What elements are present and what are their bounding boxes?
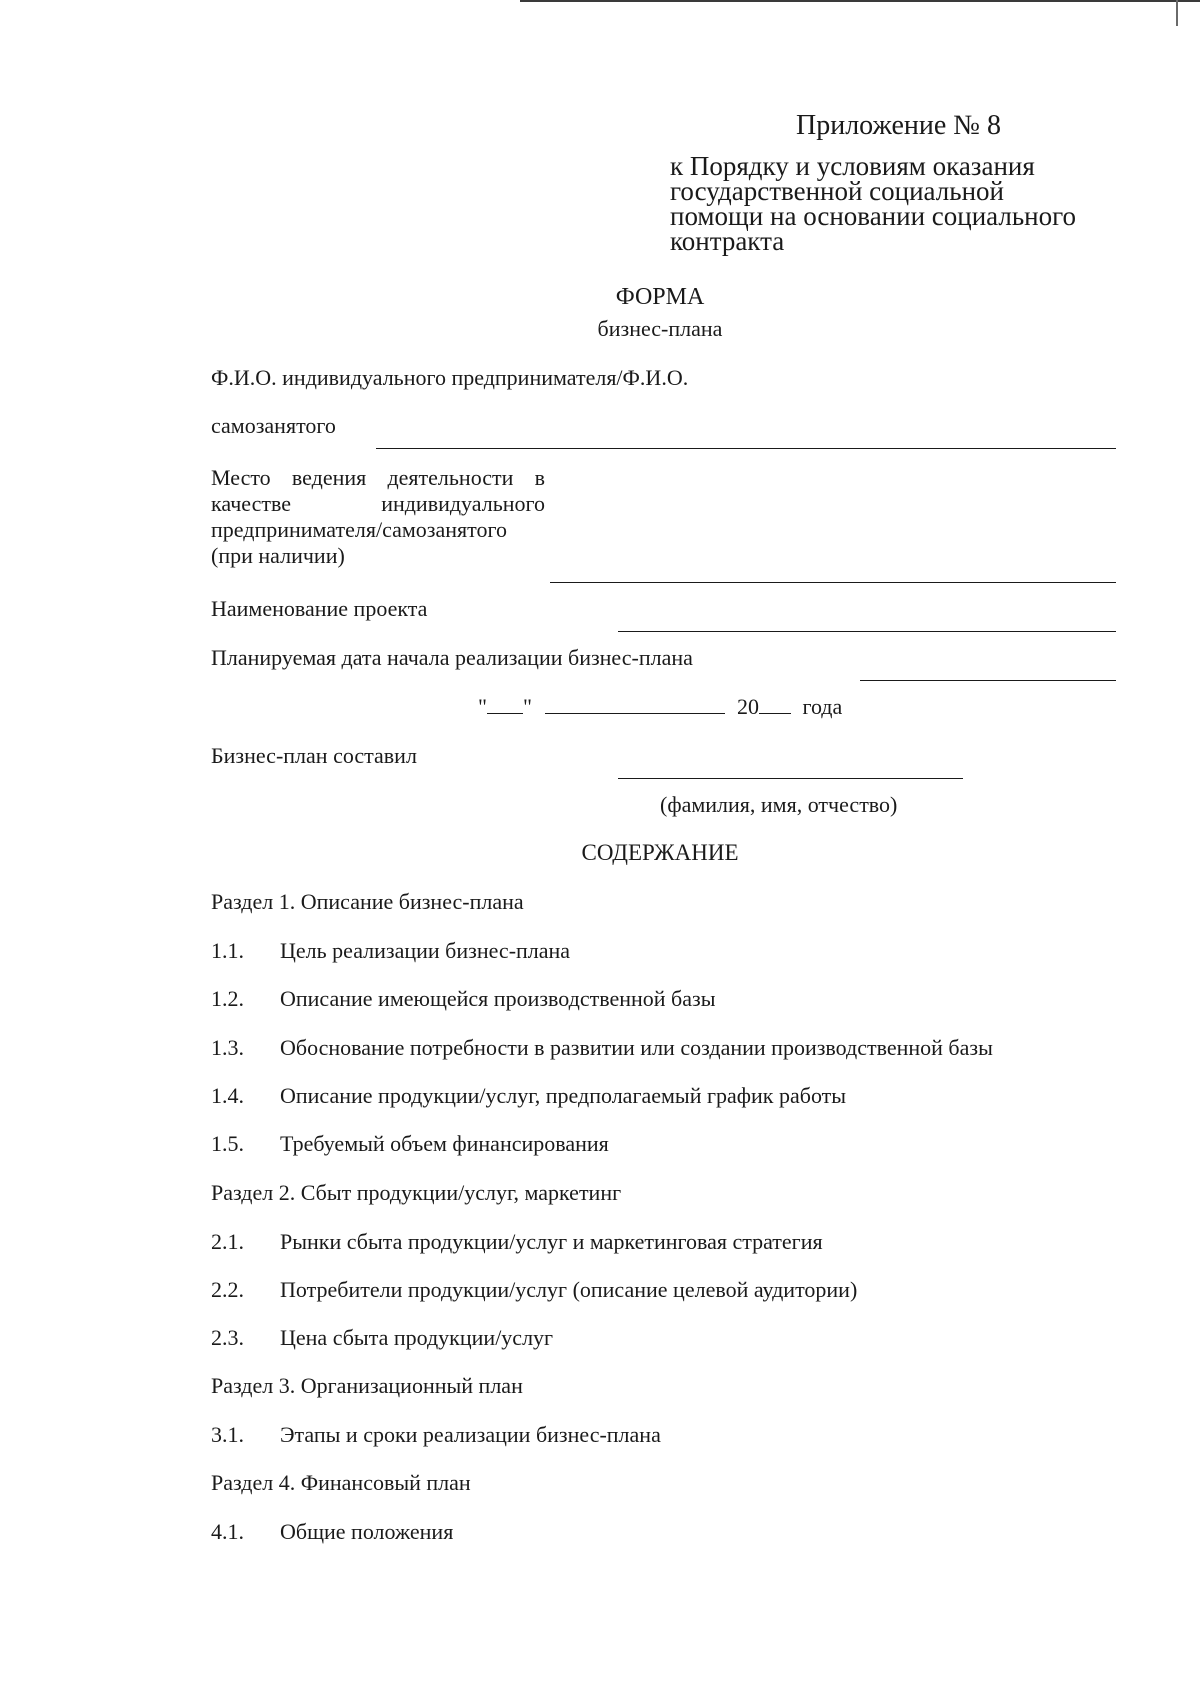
toc-text: Этапы и сроки реализации бизнес-плана [280,1422,661,1447]
toc-text: Описание имеющейся производственной базы [280,986,716,1011]
toc-num: 1.4. [211,1083,244,1108]
toc-text: Описание продукции/услуг, предполагаемый график работы [280,1083,847,1108]
contents-title: СОДЕРЖАНИЕ [581,840,739,865]
toc-item [211,1422,661,1448]
scan-edge-mark [1176,0,1178,26]
toc-item [211,1325,553,1351]
toc-item [211,1131,609,1157]
toc-section [211,889,524,915]
toc-text: Раздел 1. Описание бизнес-плана [211,889,524,914]
toc-num: 4.1. [211,1519,244,1544]
appendix-line: государственной социальной [670,176,1004,206]
toc-text: Раздел 4. Финансовый план [211,1470,471,1495]
start-date-extra-field[interactable] [860,680,1116,681]
toc-text: Рынки сбыта продукции/услуг и маркетинговая стратегия [280,1229,823,1254]
toc-num: 1.2. [211,986,244,1011]
scan-edge-line [520,0,1200,2]
toc-text: Обоснование потребности в развитии или создании производственной базы [280,1035,993,1060]
fio-field[interactable] [376,448,1116,449]
toc-item [211,1229,823,1255]
toc-text: Общие положения [280,1519,454,1544]
start-date-label: Планируемая дата начала реализации бизнес-плана [211,645,693,670]
appendix-line: контракта [670,226,785,256]
appendix-line: помощи на основании социального [670,201,1077,231]
form-title: ФОРМА [615,284,705,310]
toc-text: Потребители продукции/услуг (описание целевой аудитории) [280,1277,858,1302]
toc-num: 2.2. [211,1277,244,1302]
appendix-header [670,110,1110,254]
toc-item [211,938,570,964]
toc-num: 1.1. [211,938,244,963]
toc-text: Цена сбыта продукции/услуг [280,1325,554,1350]
toc-num: 1.5. [211,1131,244,1156]
toc-item [211,1035,993,1061]
toc-text: Требуемый объем финансирования [280,1131,609,1156]
place-field[interactable] [550,582,1116,583]
author-label: Бизнес-план составил [211,743,417,768]
place-label-line: Место ведения деятельности в [211,465,545,490]
toc-num: 1.3. [211,1035,244,1060]
form-subtitle: бизнес-плана [597,316,723,341]
date-template [478,694,842,720]
toc-item [211,1277,857,1303]
toc-text: Раздел 2. Сбыт продукции/услуг, маркетинг [211,1180,622,1205]
project-name-label: Наименование проекта [211,596,428,621]
toc-item [211,1083,846,1109]
toc-item [211,1519,453,1545]
author-field[interactable] [618,778,963,779]
date-quote-open: " [478,694,487,719]
appendix-line: к Порядку и условиям оказания [670,151,1035,181]
toc-num: 2.1. [211,1229,244,1254]
place-label-line: предпринимателя/самозанятого [211,517,507,542]
month-field[interactable] [545,695,725,714]
project-name-field[interactable] [618,631,1116,632]
toc-section [211,1373,523,1399]
fio-label-line1: Ф.И.О. индивидуального предпринимателя/Ф.И.О. [211,365,689,390]
toc-section [211,1470,471,1496]
toc-text: Цель реализации бизнес-плана [280,938,571,963]
day-field[interactable] [487,695,523,714]
year-field[interactable] [759,695,791,714]
appendix-reference [670,151,1110,256]
fio-label-line2: самозанятого [211,413,336,438]
date-century: 20 [736,694,759,719]
place-label [211,465,545,569]
toc-item [211,986,716,1012]
date-quote-close: " [522,694,532,719]
toc-text: Раздел 3. Организационный план [211,1373,523,1398]
appendix-title: Приложение № 8 [796,110,1001,141]
place-label-line: качестве индивидуального [211,491,545,516]
toc-num: 2.3. [211,1325,244,1350]
toc-num: 3.1. [211,1422,244,1447]
date-year-word: года [802,694,843,719]
place-label-line: (при наличии) [211,543,345,568]
author-hint: (фамилия, имя, отчество) [660,792,898,817]
toc-section [211,1180,621,1206]
